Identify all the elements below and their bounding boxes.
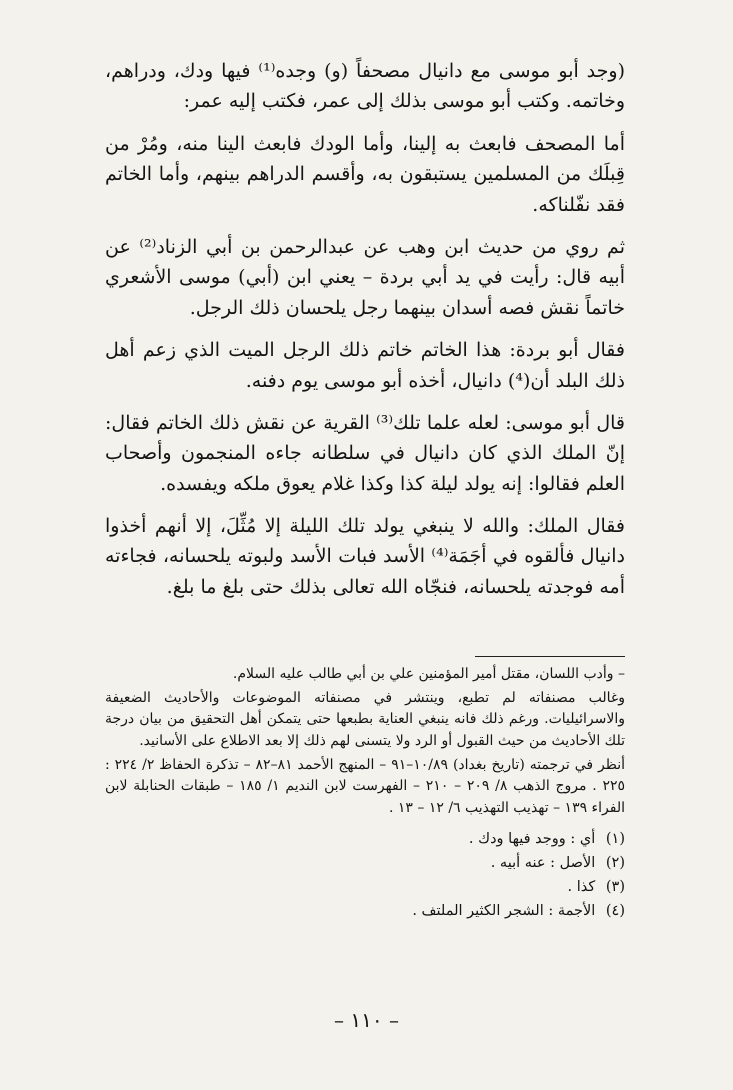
footnote-2 bbox=[105, 852, 625, 876]
paragraph-6: فقال الملك: والله لا ينبغي يولد تلك الليلة إلا مُثِّلَ، إلا أنهم أخذوا دانيال فألقوه في أجَمَة⁽⁴⁾ الأسد فبات الأسد ولبوته يلحسانه، فجاءته أمه فوجدته يلحسانه، فنجّاه الله تعالى بذلك حتى بلغ ما بلغ. bbox=[105, 515, 625, 598]
paragraph-5: قال أبو موسى: لعله علما تلك⁽³⁾ القرية عن نقش ذلك الخاتم فقال: إنّ الملك الذي كان دانيال في سلطانه جاءه المنجمون وأصحاب العلم فقالوا: إنه يولد ليلة كذا وكذا غلام يعوق ملكه ويفسده. bbox=[105, 411, 625, 495]
paragraph-1: (وجد أبو موسى مع دانيال مصحفاً (و) وجده⁽¹⁾ فيها ودك، ودراهم، وخاتمه. وكتب أبو موسى بذلك إلى عمر، فكتب إليه عمر: bbox=[105, 60, 625, 113]
continued-note-3: أنظر في ترجمته (تاريخ بغداد) ١٠/٨٩–٩١ – المنهج الأحمد ٨١–٨٢ – تذكرة الحفاظ ٢/ ٢٢٤ : ٢٢٥ . مروج الذهب ٨/ ٢٠٩ – ٢١٠ – الفهرست لابن النديم ١/ ١٨٥ – طبقات الحنابلة لابن الفراء ١٣٩ – تهذيب التهذيب ٦/ ١٢ – ١٣ . bbox=[105, 756, 626, 817]
paragraph-3: ثم روي من حديث ابن وهب عن عبدالرحمن بن أبي الزناد⁽²⁾ عن أبيه قال: رأيت في يد أبي بردة – يعني ابن (أبي) موسى الأشعري خاتماً نقش فصه أسدان بينهما رجل يلحسان ذلك الرجل. bbox=[105, 235, 625, 319]
footnote-number: (٣) bbox=[605, 878, 625, 895]
footnote-number: (٢) bbox=[605, 854, 625, 871]
footnote-text: أي : ووجد فيها ودك . bbox=[468, 830, 596, 847]
footnote-4 bbox=[105, 900, 625, 924]
main-text bbox=[105, 56, 625, 614]
paragraph-2: أما المصحف فابعث به إلينا، وأما الودك فابعث الينا منه، ومُرْ من قِبلَك من المسلمين يستبقون به، وأقسم الدراهم بينهم، وأما الخاتم فقد نفّلناكه. bbox=[105, 132, 625, 216]
paragraph-4: فقال أبو بردة: هذا الخاتم خاتم ذلك الرجل الميت الذي زعم أهل ذلك البلد أن(⁴) دانيال، أخذه أبو موسى يوم دفنه. bbox=[105, 339, 625, 392]
footnote-3 bbox=[105, 876, 625, 900]
page-number: – ١١٠ – bbox=[334, 1008, 399, 1032]
footnote-text: الأجمة : الشجر الكثير الملتف . bbox=[412, 902, 596, 919]
footnote-list bbox=[105, 828, 625, 924]
footnote-1 bbox=[105, 828, 625, 852]
footnote-divider bbox=[475, 656, 625, 657]
footnote-number: (١) bbox=[605, 830, 625, 847]
footnote-text: كذا . bbox=[567, 878, 596, 895]
footnote-number: (٤) bbox=[605, 902, 625, 919]
continued-note-1: – وأدب اللسان، مقتل أمير المؤمنين علي بن أبي طالب عليه السلام. bbox=[232, 666, 625, 682]
footnote-text: الأصل : عنه أبيه . bbox=[490, 854, 596, 871]
footnotes-section bbox=[105, 664, 625, 924]
continued-note-2: وغالب مصنفاته لم تطبع، وينتشر في مصنفاته الموضوعات والأحاديث الضعيفة والاسرائيليات. ورغم ذلك فانه ينبغي العناية بطبعها حتى يتمكن أهل التحقيق من بيان درجة تلك الأحاديث من حيث القبول أو الرد ولا يتسنى لهم ذلك إلا بعد الاطلاع على الأسانيد. bbox=[105, 689, 625, 750]
